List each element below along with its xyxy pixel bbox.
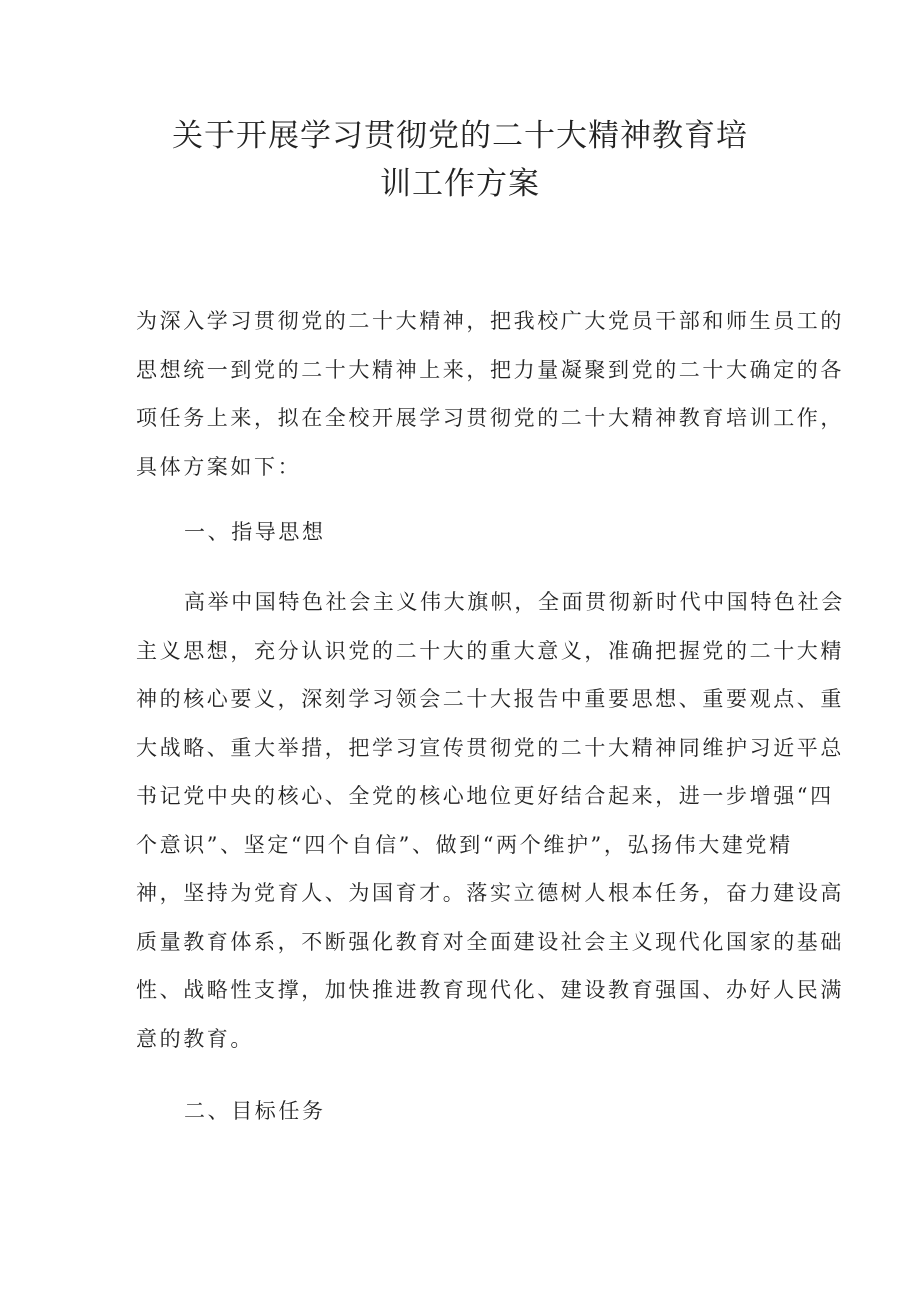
- intro-line: 为深入学习贯彻党的二十大精神，把我校广大党员干部和师生员工的: [136, 309, 844, 333]
- intro-paragraph: [136, 297, 844, 491]
- section-1-line: 意的教育。: [136, 1026, 254, 1051]
- section-1-line: 神，坚持为党育人、为国育才。落实立德树人根本任务，奋力建设高: [136, 881, 844, 905]
- section-1-line: 性、战略性支撑，加快推进教育现代化、建设教育强国、办好人民满: [136, 978, 844, 1002]
- intro-line: 具体方案如下：: [136, 454, 302, 479]
- section-1-paragraph: [136, 578, 845, 1063]
- section-1-line: 质量教育体系，不断强化教育对全面建设社会主义现代化国家的基础: [136, 929, 844, 954]
- title-line: 关于开展学习贯彻党的二十大精神教育培: [172, 118, 748, 154]
- section-1-heading: 一、指导思想: [184, 520, 326, 544]
- section-1-line: 大战略、重大举措，把学习宣传贯彻党的二十大精神同维护习近平总: [136, 735, 844, 760]
- intro-line: 项任务上来，拟在全校开展学习贯彻党的二十大精神教育培训工作，: [136, 406, 844, 430]
- section-1-line: 高举中国特色社会主义伟大旗帜，全面贯彻新时代中国特色社会: [184, 590, 845, 614]
- document-title: [150, 112, 770, 208]
- section-1-line: 个意识”、坚定“四个自信”、做到“两个维护”，弘扬伟大建党精: [136, 832, 793, 857]
- intro-line: 思想统一到党的二十大精神上来，把力量凝聚到党的二十大确定的各: [136, 357, 844, 382]
- section-2-heading: 二、目标任务: [184, 1099, 326, 1123]
- section-1-line: 书记党中央的核心、全党的核心地位更好结合起来，进一步增强“四: [136, 784, 834, 808]
- title-line: 训工作方案: [380, 166, 540, 202]
- section-1-line: 主义思想，充分认识党的二十大的重大意义，准确把握党的二十大精: [136, 638, 844, 663]
- section-1-line: 神的核心要义，深刻学习领会二十大报告中重要思想、重要观点、重: [136, 687, 844, 711]
